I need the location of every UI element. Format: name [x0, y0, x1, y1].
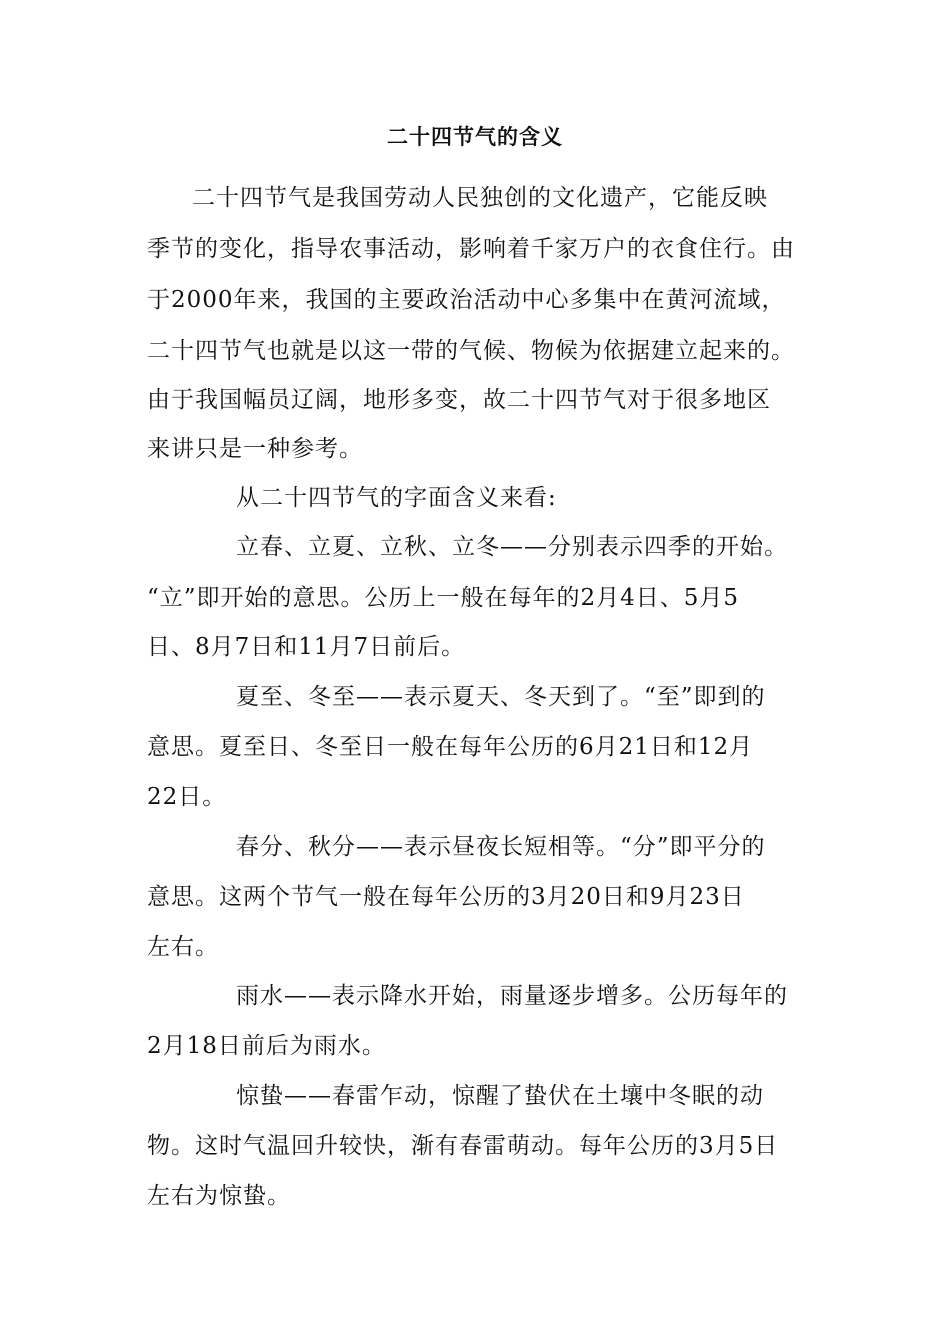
- paragraph-line: 季节的变化，指导农事活动，影响着千家万户的衣食住行。由: [147, 236, 795, 262]
- paragraph-line: “立”即开始的意思。公历上一般在每年的2月4日、5月5: [147, 585, 740, 611]
- paragraph-line: 左右。: [147, 934, 219, 960]
- paragraph-line: 从二十四节气的字面含义来看:: [236, 485, 557, 511]
- paragraph-line: 意思。夏至日、冬至日一般在每年公历的6月21日和12月: [147, 734, 754, 760]
- paragraph-line: 2月18日前后为雨水。: [147, 1033, 386, 1059]
- paragraph-line: 由于我国幅员辽阔，地形多变，故二十四节气对于很多地区: [147, 387, 771, 413]
- paragraph-line: 22日。: [147, 784, 227, 810]
- document-title: 二十四节气的含义: [387, 124, 563, 149]
- paragraph-line: 于2000年来，我国的主要政治活动中心多集中在黄河流域，: [147, 287, 786, 313]
- paragraph-line: 雨水——表示降水开始，雨量逐步增多。公历每年的: [236, 983, 788, 1009]
- paragraph-line: 夏至、冬至——表示夏天、冬天到了。“至”即到的: [236, 684, 766, 710]
- paragraph-line: 左右为惊蛰。: [147, 1183, 291, 1209]
- paragraph-line: 意思。这两个节气一般在每年公历的3月20日和9月23日: [147, 884, 745, 910]
- paragraph-line: 二十四节气也就是以这一带的气候、物候为依据建立起来的。: [147, 338, 795, 364]
- paragraph-line: 立春、立夏、立秋、立冬——分别表示四季的开始。: [236, 534, 788, 560]
- paragraph-line: 二十四节气是我国劳动人民独创的文化遗产，它能反映: [192, 185, 768, 211]
- paragraph-line: 日、8月7日和11月7日前后。: [147, 634, 466, 660]
- paragraph-line: 春分、秋分——表示昼夜长短相等。“分”即平分的: [236, 834, 766, 860]
- paragraph-line: 物。这时气温回升较快，渐有春雷萌动。每年公历的3月5日: [147, 1133, 779, 1159]
- paragraph-line: 惊蛰——春雷乍动，惊醒了蛰伏在土壤中冬眠的动: [236, 1083, 764, 1109]
- paragraph-line: 来讲只是一种参考。: [147, 436, 363, 462]
